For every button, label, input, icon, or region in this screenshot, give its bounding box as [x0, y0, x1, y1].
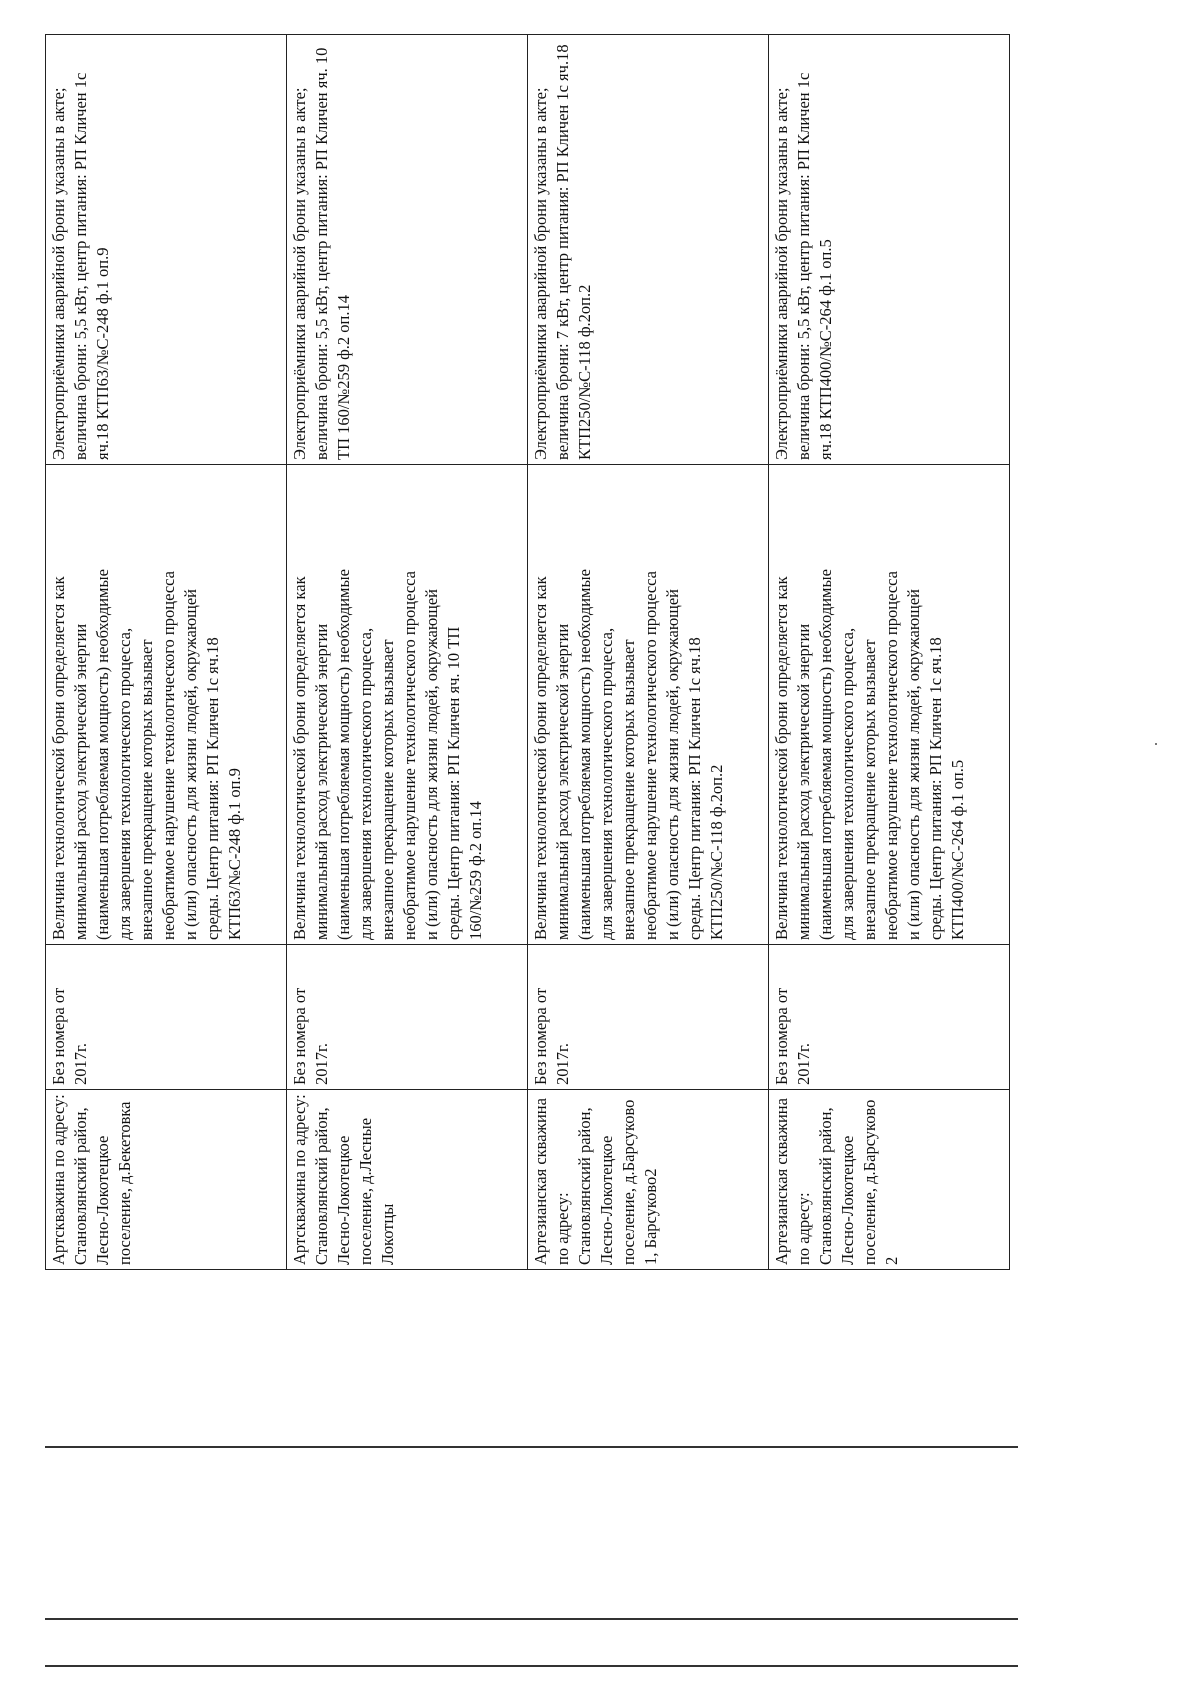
tech-reserve-cell — [528, 465, 769, 945]
document-text: Без номера от 2017г. — [49, 987, 90, 1085]
emergency-reserve-cell — [528, 35, 769, 465]
tech-reserve-text: Величина технологической брони определяется как минимальный расход электрической энергии (наименьшая потребляемая мощность) необходимые для завершения технологического процесса, внезапное прекращение которых вызывает необратимое нарушение технологического процесса и (или) опасность для жизни людей, окружающей среды. Центр питания: РП Кличен яч. 10 ТП 160/№259 ф.2 оп.14 — [290, 569, 485, 940]
emergency-reserve-text: Электроприёмники аварийной брони указаны в акте; величина брони: 5,5 кВт, центр питания: РП Кличен 1с яч.18 КТП63/№С-248 ф.1 оп.9 — [49, 72, 112, 460]
emergency-reserve-cell — [46, 35, 287, 465]
emergency-reserve-cell — [769, 35, 1010, 465]
document-text: Без номера от 2017г. — [531, 987, 572, 1085]
ruled-line — [45, 1665, 1018, 1667]
scan-speck — [1155, 743, 1157, 745]
object-text: Артезианская скважина по адресу: Становлянский район, Лесно-Локотецкое поселение, д.Барсуково 1, Барсуково2 — [531, 1098, 660, 1265]
document-cell — [528, 945, 769, 1090]
document-text: Без номера от 2017г. — [772, 987, 813, 1085]
ruled-line — [45, 1446, 1018, 1448]
object-text: Артезианская скважина по адресу: Становлянский район, Лесно-Локотецкое поселение, д.Барсуково 2 — [772, 1098, 901, 1265]
object-cell — [46, 1090, 287, 1270]
tech-reserve-text: Величина технологической брони определяется как минимальный расход электрической энергии (наименьшая потребляемая мощность) необходимые для завершения технологического процесса, внезапное прекращение которых вызывает необратимое нарушение технологического процесса и (или) опасность для жизни людей, окружающей среды. Центр питания: РП Кличен 1с яч.18 КТП63/№С-248 ф.1 оп.9 — [49, 569, 244, 940]
object-text: Артскважина по адресу: Становлянский район, Лесно-Локотецкое поселение, д.Бекетовка — [49, 1094, 134, 1265]
emergency-reserve-text: Электроприёмники аварийной брони указаны в акте; величина брони: 7 кВт, центр питания: РП Кличен 1с яч.18 КТП250/№С-118 ф.2оп.2 — [531, 44, 594, 460]
document-text: Без номера от 2017г. — [290, 987, 331, 1085]
object-cell — [528, 1090, 769, 1270]
table-row — [769, 35, 1010, 1270]
tech-reserve-text: Величина технологической брони определяется как минимальный расход электрической энергии (наименьшая потребляемая мощность) необходимые для завершения технологического процесса, внезапное прекращение которых вызывает необратимое нарушение технологического процесса и (или) опасность для жизни людей, окружающей среды. Центр питания: РП Кличен 1с яч.18 КТП400/№С-264 ф.1 оп.5 — [772, 569, 967, 940]
document-cell — [46, 945, 287, 1090]
tech-reserve-cell — [287, 465, 528, 945]
tech-reserve-cell — [769, 465, 1010, 945]
tech-reserve-text: Величина технологической брони определяется как минимальный расход электрической энергии (наименьшая потребляемая мощность) необходимые для завершения технологического процесса, внезапное прекращение которых вызывает необратимое нарушение технологического процесса и (или) опасность для жизни людей, окружающей среды. Центр питания: РП Кличен 1с яч.18 КТП250/№С-118 ф.2оп.2 — [531, 569, 726, 940]
table-row — [528, 35, 769, 1270]
tech-reserve-cell — [46, 465, 287, 945]
object-cell — [769, 1090, 1010, 1270]
document-cell — [769, 945, 1010, 1090]
emergency-reserve-text: Электроприёмники аварийной брони указаны в акте; величина брони: 5,5 кВт, центр питания: РП Кличен 1с яч.18 КТП400/№С-264 ф.1 оп.5 — [772, 72, 835, 460]
ruled-line — [45, 1618, 1018, 1620]
document-cell — [287, 945, 528, 1090]
emergency-reserve-cell — [287, 35, 528, 465]
object-cell — [287, 1090, 528, 1270]
table-row — [46, 35, 287, 1270]
reservation-table — [45, 34, 1010, 1270]
emergency-reserve-text: Электроприёмники аварийной брони указаны в акте; величина брони: 5,5 кВт, центр питания: РП Кличен яч. 10 ТП 160/№259 ф.2 оп.14 — [290, 47, 353, 460]
rotated-table-container — [45, 35, 1010, 1270]
object-text: Артскважина по адресу: Становлянский район, Лесно-Локотецкое поселение, д.Лесные Локотцы — [290, 1094, 397, 1265]
table-row — [287, 35, 528, 1270]
